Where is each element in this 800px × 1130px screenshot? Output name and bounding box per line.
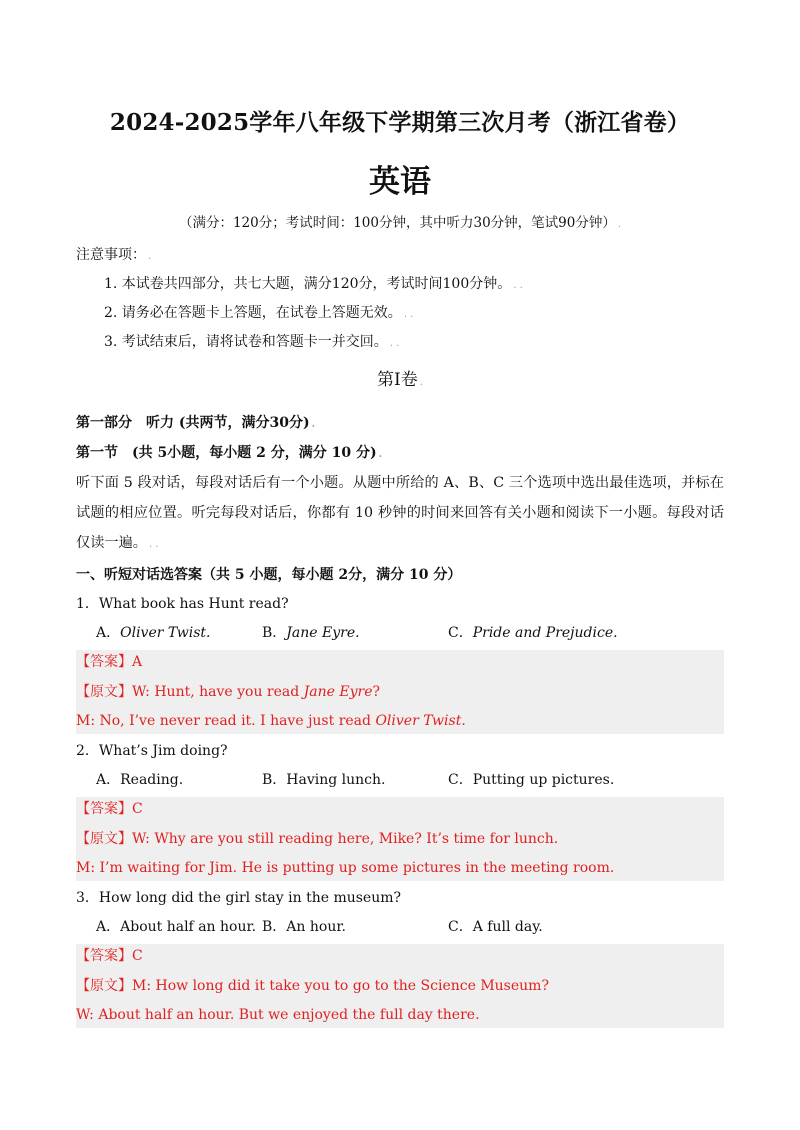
volume-heading-text: 第I卷	[377, 370, 418, 390]
option-letter: C．	[448, 919, 473, 935]
part-heading: 第一部分 听力 (共两节，满分30分) .	[76, 415, 316, 431]
script-line	[76, 682, 380, 702]
subject-title: 英语	[369, 164, 431, 200]
exam-info: （满分：120分；考试时间：100分钟，其中听力30分钟，笔试90分钟） .	[178, 215, 622, 231]
part-heading-text: 第一部分 听力 (共两节，满分30分)	[76, 415, 310, 431]
section-heading-text: 第一节 (共 5小题，每小题 2 分，满分 10 分)	[76, 445, 377, 461]
script-line	[76, 976, 549, 996]
option-text: A full day.	[472, 919, 543, 935]
answer-label: 【答案】C	[76, 801, 143, 817]
notice-heading-text: 注意事项：	[76, 247, 146, 263]
option-text: Oliver Twist.	[120, 625, 211, 641]
option-text: An hour.	[286, 919, 346, 935]
option-text: Jane Eyre.	[286, 625, 360, 641]
instructions-text: 听下面 5 段对话，每段对话后有一个小题。从题中所给的 A、B、C 三个选项中选出最佳选项，并标在试题的相应位置。听完每段对话后，你都有 10 秒钟的时间来回答有关小题和阅读下一小题。每段对话仅读一遍。	[76, 475, 724, 551]
option-text: Having lunch.	[286, 772, 386, 788]
notice-item: 3. 考试结束后，请将试卷和答题卡一并交回。 . .	[104, 334, 400, 350]
option-letter: A．	[96, 919, 121, 935]
script-book-title: Jane Eyre	[303, 684, 373, 700]
notice-item-text: 3. 考试结束后，请将试卷和答题卡一并交回。	[104, 334, 388, 350]
script-text: M: How long did it take you to go to the Science Museum?	[132, 978, 549, 994]
question-stem: 2．What’s Jim doing?	[76, 743, 228, 759]
notice-item-text: 2. 请务必在答题卡上答题，在试卷上答题无效。	[104, 305, 402, 321]
script-label: 【原文】	[76, 831, 132, 847]
exam-title: 2024-2025学年八年级下学期第三次月考（浙江省卷）	[109, 109, 691, 136]
option-letter: C．	[448, 625, 473, 641]
option-letter: A．	[96, 772, 121, 788]
notice-item: 2. 请务必在答题卡上答题，在试卷上答题无效。 . .	[104, 305, 414, 321]
section-heading: 第一节 (共 5小题，每小题 2 分，满分 10 分) .	[76, 445, 383, 461]
script-label: 【原文】	[76, 684, 132, 700]
option-text: Putting up pictures.	[472, 772, 615, 788]
question-stem: 1．What book has Hunt read?	[76, 596, 289, 612]
volume-heading: 第I卷 .	[377, 370, 423, 390]
answer-label: 【答案】C	[76, 948, 143, 964]
script-text: .	[461, 713, 466, 729]
option-text: Reading.	[120, 772, 184, 788]
option-c	[448, 917, 543, 937]
script-book-title: Oliver Twist	[375, 713, 462, 729]
option-letter: B．	[262, 919, 287, 935]
script-text: W: Why are you still reading here, Mike? It’s time for lunch.	[132, 831, 559, 847]
option-text: Pride and Prejudice.	[472, 625, 618, 641]
exam-info-text: （满分：120分；考试时间：100分钟，其中听力30分钟，笔试90分钟）	[178, 215, 616, 231]
script-text: W: Hunt, have you read	[132, 684, 304, 700]
option-a	[96, 623, 210, 643]
option-letter: C．	[448, 772, 473, 788]
listening-instructions: 听下面 5 段对话，每段对话后有一个小题。从题中所给的 A、B、C 三个选项中选出最佳选项，并标在试题的相应位置。听完每段对话后，你都有 10 秒钟的时间来回答有关小题和阅读下一小题。每段对话仅读一遍。 . .	[76, 475, 724, 551]
script-label: 【原文】	[76, 978, 132, 994]
option-b	[262, 770, 386, 790]
option-letter: B．	[262, 625, 287, 641]
option-letter: A．	[96, 625, 121, 641]
script-text: ?	[372, 684, 381, 700]
option-c	[448, 623, 618, 643]
notice-heading: 注意事项： .	[76, 247, 152, 263]
notice-item: 1. 本试卷共四部分，共七大题，满分120分，考试时间100分钟。 . .	[104, 276, 523, 292]
script-line	[76, 711, 466, 731]
question-stem: 3．How long did the girl stay in the museum?	[76, 890, 402, 906]
script-line	[76, 829, 558, 849]
script-line: W: About half an hour. But we enjoyed the full day there.	[76, 1007, 480, 1023]
script-text: M: No, I’ve never read it. I have just read	[76, 713, 376, 729]
subsection-heading: 一、听短对话选答案（共 5 小题，每小题 2分，满分 10 分）	[76, 567, 462, 583]
option-a	[96, 917, 256, 937]
option-letter: B．	[262, 772, 287, 788]
option-b	[262, 623, 360, 643]
option-a	[96, 770, 183, 790]
script-line: M: I’m waiting for Jim. He is putting up some pictures in the meeting room.	[76, 860, 615, 876]
option-b	[262, 917, 346, 937]
option-c	[448, 770, 614, 790]
notice-item-text: 1. 本试卷共四部分，共七大题，满分120分，考试时间100分钟。	[104, 276, 512, 292]
option-text: About half an hour.	[120, 919, 257, 935]
answer-label: 【答案】A	[76, 654, 143, 670]
